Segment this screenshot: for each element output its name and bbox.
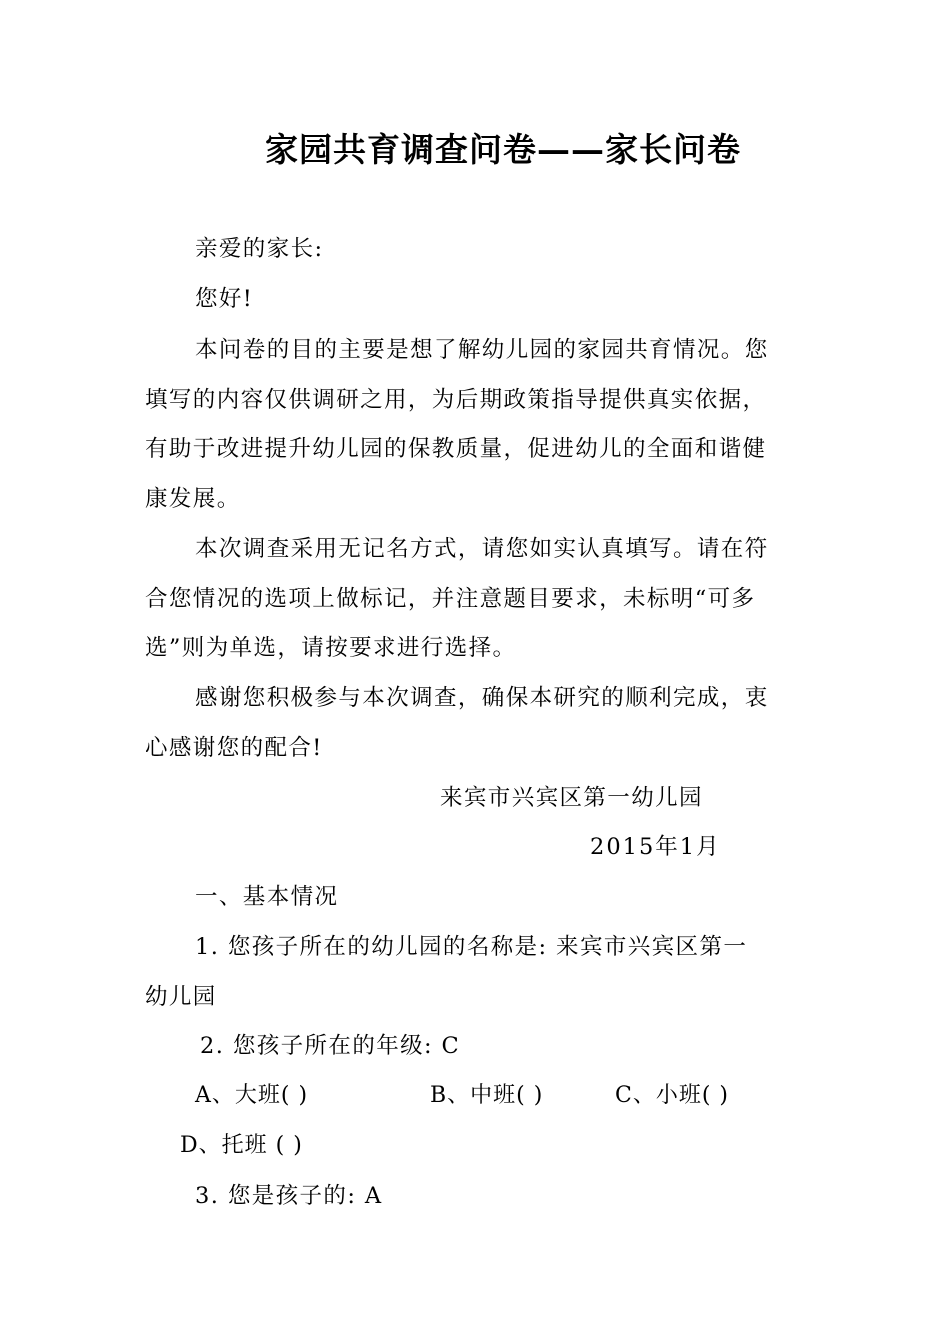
document-title: 家园共育调查问卷——家长问卷 <box>265 130 741 169</box>
para3-line2: 心感谢您的配合! <box>145 735 323 761</box>
para2-line1: 本次调查采用无记名方式，请您如实认真填写。请在符 <box>195 536 769 562</box>
signature-org: 来宾市兴宾区第一幼儿园 <box>440 785 703 811</box>
para2-line3: 选”则为单选，请按要求进行选择。 <box>145 635 517 661</box>
para1-line3: 有助于改进提升幼儿园的保教质量，促进幼儿的全面和谐健 <box>145 436 767 462</box>
signature-date: 2015年1月 <box>590 834 721 860</box>
para1-line4: 康发展。 <box>145 486 241 512</box>
hello: 您好! <box>195 286 254 312</box>
option-d-nursery-class[interactable]: D、托班 ( ) <box>180 1133 303 1158</box>
para2-line2: 合您情况的选项上做标记，并注意题目要求，未标明“可多 <box>145 586 756 612</box>
option-c-junior-class[interactable]: C、小班( ) <box>615 1083 729 1108</box>
section1-heading: 一、基本情况 <box>195 884 339 910</box>
para3-line1: 感谢您积极参与本次调查，确保本研究的顺利完成，衷 <box>195 685 769 711</box>
greeting: 亲爱的家长: <box>195 236 324 262</box>
para1-line1: 本问卷的目的主要是想了解幼儿园的家园共育情况。您 <box>195 337 769 363</box>
question3-text: 3. 您是孩子的: A <box>195 1183 383 1209</box>
option-b-middle-class[interactable]: B、中班( ) <box>430 1083 544 1108</box>
option-a-senior-class[interactable]: A、大班( ) <box>195 1083 309 1108</box>
question1-line2: 幼儿园 <box>145 984 217 1010</box>
para1-line2: 填写的内容仅供调研之用，为后期政策指导提供真实依据， <box>145 387 767 413</box>
question1-line1: 1. 您孩子所在的幼儿园的名称是: 来宾市兴宾区第一 <box>195 934 748 960</box>
question2-text: 2. 您孩子所在的年级: C <box>200 1033 461 1059</box>
